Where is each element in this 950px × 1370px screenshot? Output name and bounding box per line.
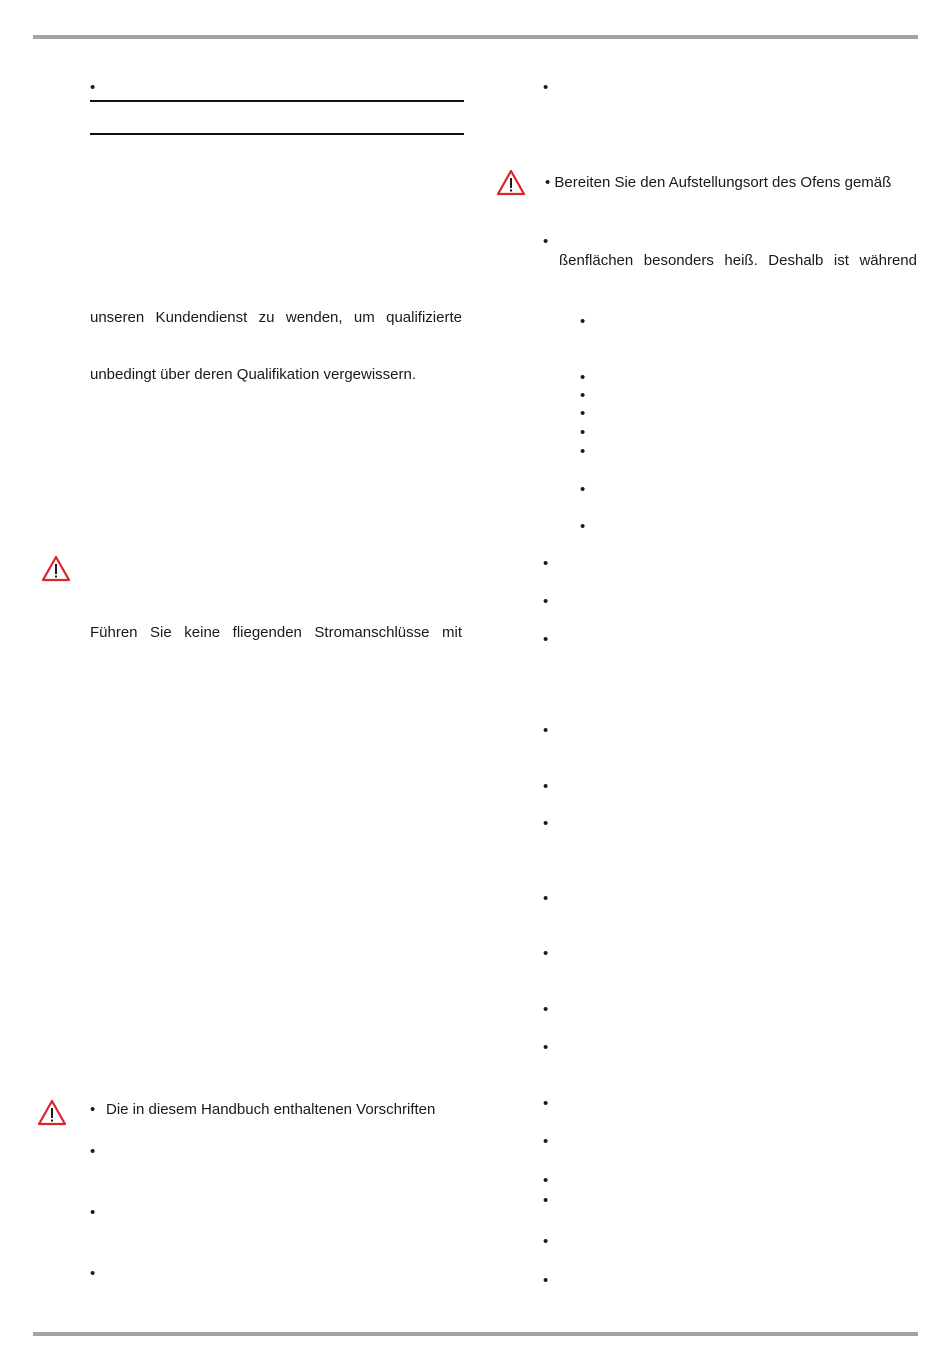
bullet: • bbox=[90, 1265, 96, 1282]
bullet: • bbox=[543, 233, 549, 250]
bullet: • bbox=[543, 815, 549, 832]
bullet: • bbox=[543, 1233, 549, 1250]
bullet: • bbox=[580, 443, 586, 460]
text-line: unseren Kundendienst zu wenden, um qualifizierte bbox=[90, 309, 462, 326]
bullet: • bbox=[543, 1172, 549, 1189]
bullet: • bbox=[543, 890, 549, 907]
underline-rule bbox=[90, 100, 464, 102]
bullet: • bbox=[543, 79, 549, 96]
warning-triangle-icon bbox=[496, 169, 526, 196]
text-line: unbedingt über deren Qualifikation vergewissern. bbox=[90, 366, 417, 383]
bullet: • bbox=[543, 722, 549, 739]
bullet: • bbox=[543, 1001, 549, 1018]
bullet: • bbox=[543, 593, 549, 610]
bullet: • bbox=[543, 945, 549, 962]
bottom-rule bbox=[33, 1332, 918, 1336]
bullet: • bbox=[543, 778, 549, 795]
bullet: • bbox=[580, 481, 586, 498]
text-line: ßenflächen besonders heiß. Deshalb ist während bbox=[559, 252, 917, 269]
bullet: • bbox=[543, 1192, 549, 1209]
bullet: • bbox=[543, 555, 549, 572]
text-line: Führen Sie keine fliegenden Stromanschlüsse mit bbox=[90, 624, 462, 641]
bullet: • bbox=[580, 518, 586, 535]
text-line: Die in diesem Handbuch enthaltenen Vorschriften bbox=[106, 1101, 436, 1118]
bullet: • bbox=[543, 1133, 549, 1150]
bullet: • bbox=[543, 1039, 549, 1056]
bullet: • bbox=[543, 1272, 549, 1289]
bullet: • bbox=[543, 1095, 549, 1112]
top-rule bbox=[33, 35, 918, 39]
bullet: • bbox=[580, 369, 586, 386]
bullet: • bbox=[543, 631, 549, 648]
bullet: • bbox=[580, 387, 586, 404]
bullet: • bbox=[580, 405, 586, 422]
bullet: • bbox=[90, 79, 96, 96]
text-line: • Bereiten Sie den Aufstellungsort des Ofens gemäß bbox=[545, 174, 892, 191]
bullet: • bbox=[580, 313, 586, 330]
bullet: • bbox=[580, 424, 586, 441]
bullet: • bbox=[90, 1101, 96, 1118]
underline-rule bbox=[90, 133, 464, 135]
warning-triangle-icon bbox=[37, 1099, 67, 1126]
bullet: • bbox=[90, 1143, 96, 1160]
warning-triangle-icon bbox=[41, 555, 71, 582]
bullet: • bbox=[90, 1204, 96, 1221]
